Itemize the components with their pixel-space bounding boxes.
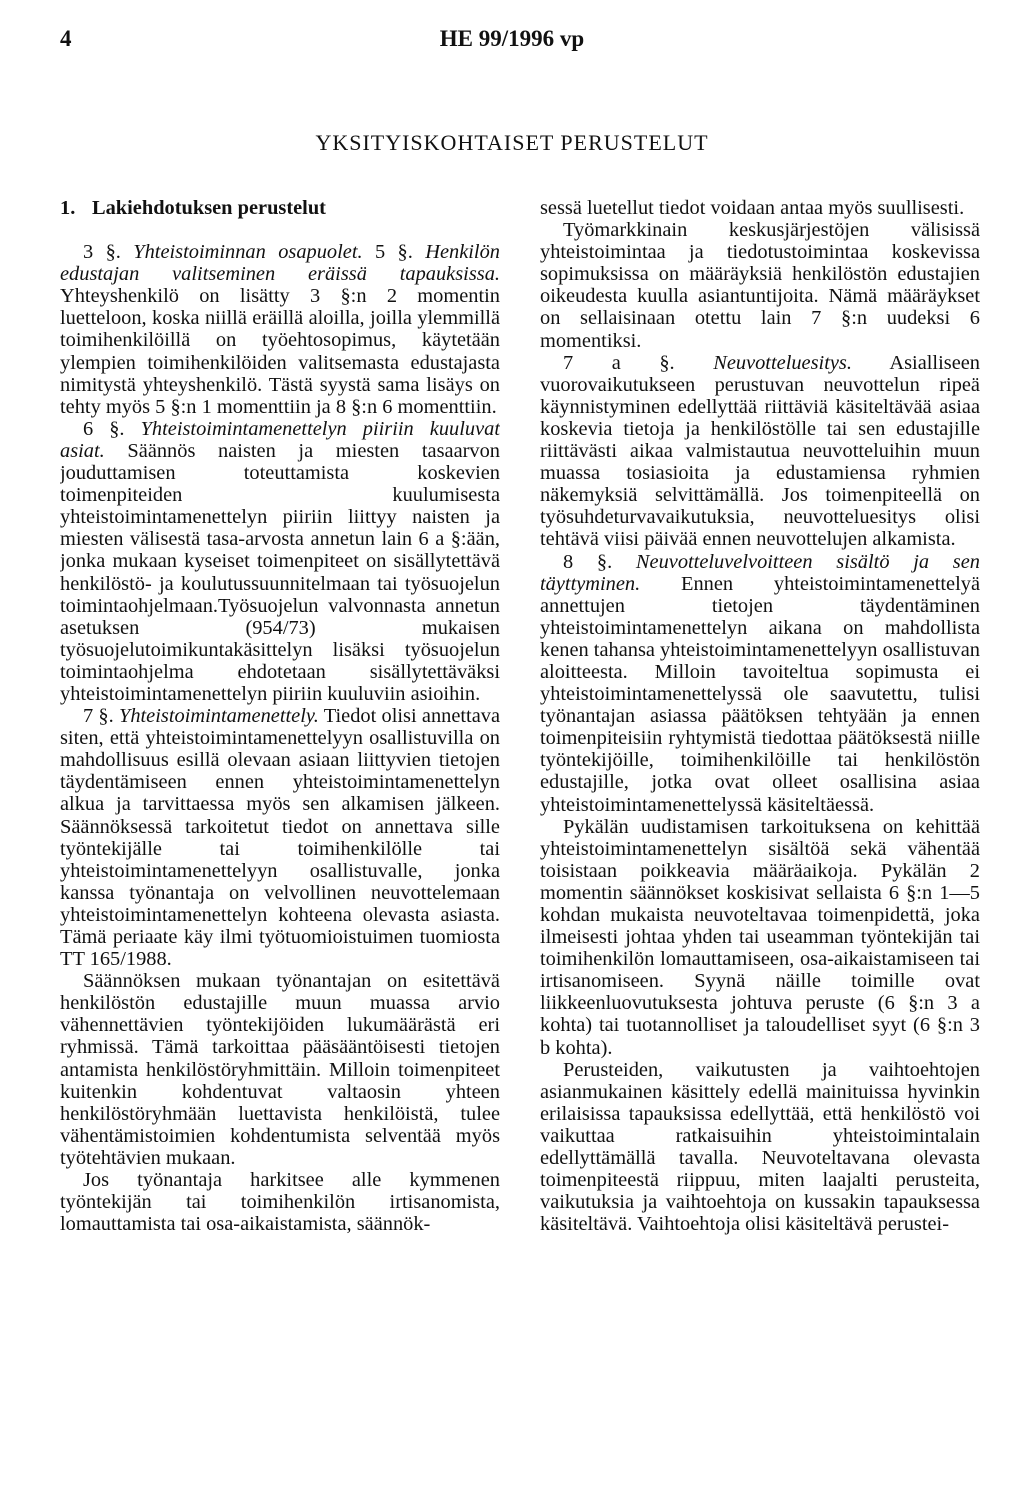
document-id: HE 99/1996 vp: [439, 26, 585, 51]
right-column: [540, 197, 980, 1467]
paragraph: Säännöksen mukaan työnantajan on esitettävä henkilöstön edustajille muun muassa arvio vähennettävien työntekijöiden lukumäärästä eri ryhmissä. Tämä tarkoittaa pääsääntöisesti tietojen antamista henkilöstöryhmittäin. Milloin toimenpiteet kuitenkin kohdentuvat valtaosin yhteen henkilöstöryhmään luettavista henkilöistä, tulee vähentämistoimien kohdentumista selventää myös työtehtävien mukaan.: [60, 970, 500, 1169]
section-ref: 6 §.: [83, 417, 125, 440]
page-header: [60, 20, 964, 56]
chapter-number: 1.: [60, 197, 76, 219]
section-title-italic: Yhteistoimintamenettelyn piiriin kuuluvat asiat.: [60, 417, 500, 462]
section-ref: 7 a §.: [563, 351, 675, 374]
paragraph-text: Asialliseen vuorovaikutukseen perustuvan neuvottelun ripeä käynnistyminen edellyttää riittäviä käsiteltävää asiaa koskevia tietoja ja henkilöstölle tai sen edustajille riittävästi aikaa valmistautua neuvotteluihin muun muassa tosiasioita ja edustamiensa ryhmien näkemyksiä selvittämällä. Jos toimenpiteellä on työsuhdeturvavaikutuksia, neuvotteluesitys olisi tehtävä viisi päivää ennen neuvottelujen alkamista.: [540, 351, 980, 551]
section-title-italic: Neuvotteluesitys.: [713, 351, 852, 374]
section-title-italic: Yhteistoimintamenettely.: [118, 705, 319, 728]
paragraph: [540, 352, 980, 551]
paragraph-continuation: sessä luetellut tiedot voidaan antaa myös suullisesti.: [540, 197, 965, 219]
chapter-heading: [60, 197, 500, 219]
paragraph: [60, 241, 500, 418]
paragraph: [60, 418, 500, 705]
paragraph: Perusteiden, vaikutusten ja vaihtoehtojen asianmukainen käsittely edellä mainituissa hyvinkin erilaisissa tapauksissa edellyttää, että henkilöstö voi vaikuttaa ratkaisuihin yhteistoimintalain edellyttämällä tavalla. Neuvoteltavana olevasta toimenpiteestä riippuu, miten laajalti perusteita, vaikutuksia ja vaihtoehtoja on kussakin tapauksessa käsiteltävä. Vaihtoehtoja olisi käsiteltävä perustei-: [540, 1058, 980, 1236]
left-column: [60, 197, 500, 1467]
section-title-italic: Neuvotteluvelvoitteen sisältö ja sen täyttyminen.: [540, 550, 980, 595]
paragraph: Pykälän uudistamisen tarkoituksena on kehittää yhteistoimintamenettelyn sisältöä sekä vähentää toisistaan poikkeavia määräaikoja. Pykälän 2 momentin säännökset koskisivat sellaista 6 §:n 1—5 kohdan mukaista neuvoteltavaa toimenpidettä, joka ilmeisesti johtaa yhden tai useamman työntekijän tai toimihenkilön lomauttamiseen, osa-aikaistamiseen tai irtisanomiseen. Syynä näille toimille ovat liikkeenluovutuksesta johtuva peruste (6 §:n 3 a kohta) tai tuotannolliset ja taloudelliset syyt (6 §:n 3 b kohta).: [540, 815, 980, 1059]
chapter-title: Lakiehdotuksen perustelut: [92, 197, 326, 219]
paragraph: Jos työnantaja harkitsee alle kymmenen työntekijän tai toimihenkilön irtisanomista, lomauttamista tai osa-aikaistamista, säännök-: [60, 1169, 500, 1236]
section-ref: 8 §.: [563, 550, 613, 573]
paragraph-text: Tiedot olisi annettava siten, että yhteistoimintamenettelyyn osallistuvilla on mahdollisuus esillä olevaan asiaan liittyvien tietojen täydentämiseen ennen yhteistoimintamenettelyn alkua ja tarvittaessa myös sen alkamisen jälkeen. Säännöksessä tarkoitetut tiedot on annettava sille työntekijälle tai toimihenkilölle tai yhteistoimintamenettelyyn osallistuvalle, jonka kanssa työnantaja on velvollinen neuvottelemaan yhteistoimintamenettelyn kohteena olevasta asiasta. Tämä periaate käy ilmi työtuomioistuimen tuomiosta TT 165/1988.: [60, 705, 500, 971]
section-ref: 7 §.: [83, 705, 114, 728]
section-ref: 3 §.: [83, 241, 121, 264]
section-ref: 5 §.: [374, 241, 413, 264]
paragraph-text: Säännös naisten ja miesten tasaarvon jouduttamisen toteuttamista koskevien toimenpiteiden kuulumisesta yhteistoimintamenettelyn piiriin liittyy naisten ja miesten välisestä tasa-arvosta annetun lain 6 a §:ään, jonka mukaan kyseiset toimenpiteet on sisällytettävä henkilöstö- ja koulutussuunnitelmaan tai työsuojelun toimintaohjelmaan.Työsuojelun valvonnasta annetun asetuksen (954/73) mukaisen työsuojelutoimikuntakäsittelyn lisäksi työsuojelun toimintaohjelma ehdotetaan sisällytettäväksi yhteistoimintamenettelyn piiriin kuuluviin asioihin.: [60, 439, 500, 705]
paragraph: Työmarkkinain keskusjärjestöjen välisissä yhteistoimintaa ja tiedotustoimintaa koskevissa sopimuksissa on määräyksiä henkilöstön edustajien oikeudesta kuulla asiantuntijoita. Nämä määräykset on sellaisinaan otettu lain 7 §:n uudeksi 6 momentiksi.: [540, 219, 980, 352]
paragraph-text: Ennen yhteistoimintamenettelyä annettujen tietojen täydentäminen yhteistoimintamenettelyn aikana on mahdollista kenen tahansa yhteistoimintamenettelyyn osallistuvan aloitteesta. Milloin tavoiteltua sopimusta ei yhteistoimintamenettelyssä ole saavutettu, tulisi työnantajan asiassa päätöksen tehtyään ja ennen toimenpiteisiin ryhtymistä tiedottaa päätöksestä niille työntekijöille, toimihenkilöille tai henkilöstön edustajille, jotka ovat olleet osallisina asiaa yhteistoimintamenettelyssä käsiteltäessä.: [540, 572, 980, 816]
paragraph-text: Yhteyshenkilö on lisätty 3 §:n 2 momentin luetteloon, koska niillä eräillä aloilla, joilla ylemmillä toimihenkilöillä on työehtosopimus, käytetään ylempien toimihenkilöiden valitsemasta edustajasta nimitystä yhteyshenkilö. Tästä syystä sama lisäys on tehty myös 5 §:n 1 momenttiin ja 8 §:n 6 momenttiin.: [60, 285, 500, 418]
paragraph: [540, 551, 980, 816]
section-title: YKSITYISKOHTAISET PERUSTELUT: [315, 130, 709, 155]
section-title-italic: Yhteistoiminnan osapuolet.: [133, 241, 363, 264]
page-number: 4: [60, 26, 72, 51]
paragraph: [60, 705, 500, 970]
section-title-italic: Henkilön edustajan valitseminen eräissä tapauksissa.: [60, 241, 500, 286]
